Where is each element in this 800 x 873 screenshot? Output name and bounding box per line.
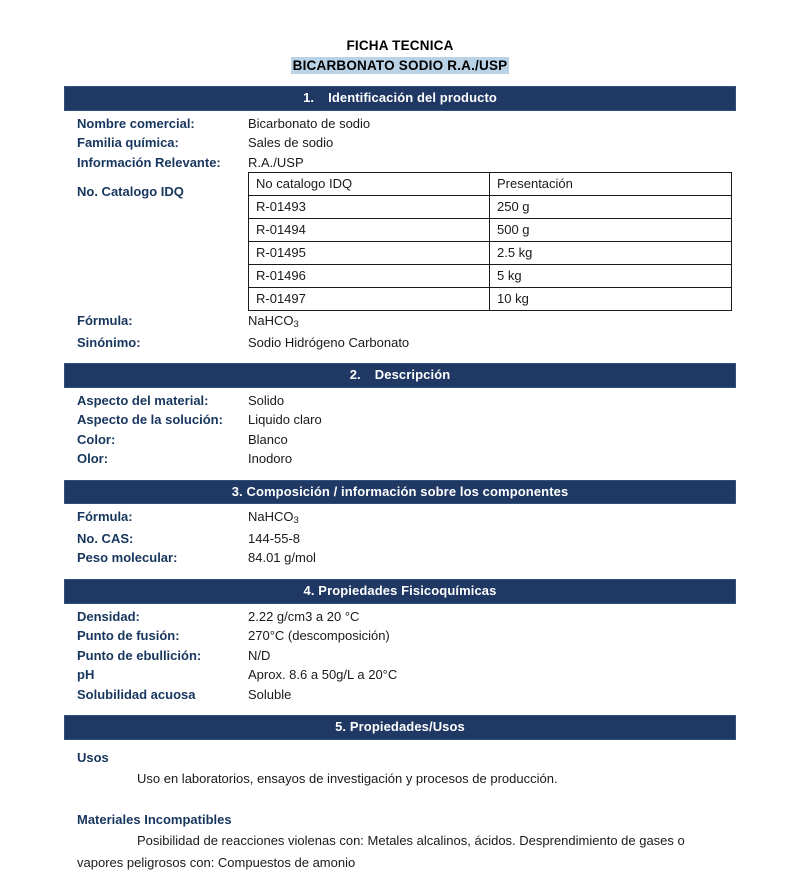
field-row — [64, 626, 736, 646]
field-label: Nombre comercial: — [77, 115, 195, 131]
section-header-4 — [64, 579, 736, 604]
field-row — [64, 548, 736, 568]
cell-presentation: 250 g — [490, 196, 732, 219]
table-row — [249, 288, 732, 311]
column-header-presentation: Presentación — [490, 173, 732, 196]
table-row — [249, 242, 732, 265]
field-value: 144-55-8 — [248, 530, 301, 546]
field-label: Densidad: — [77, 608, 140, 624]
field-label: Olor: — [77, 451, 109, 467]
cell-presentation: 500 g — [490, 219, 732, 242]
document-subtitle — [64, 56, 736, 76]
field-label: Punto de ebullición: — [77, 647, 202, 663]
formula-subscript: 3 — [293, 515, 299, 527]
section-2-fields — [64, 391, 736, 469]
field-row — [64, 391, 736, 411]
section-title-4: Propiedades Fisicoquímicas — [318, 582, 497, 598]
field-row — [64, 507, 736, 529]
field-row — [64, 607, 736, 627]
usos-paragraph: Uso en laboratorios, ensayos de investigación y procesos de producción. — [137, 770, 558, 786]
field-label: Información Relevante: — [77, 154, 221, 170]
section-title-3: Composición / información sobre los componentes — [246, 483, 569, 499]
field-row — [64, 410, 736, 430]
field-row — [64, 133, 736, 153]
paragraph-spacer — [64, 789, 736, 809]
section-header-2 — [64, 363, 736, 388]
cell-code: R-01494 — [249, 219, 490, 242]
field-row — [64, 311, 736, 333]
cell-presentation: 5 kg — [490, 265, 732, 288]
field-label: Punto de fusión: — [77, 628, 180, 643]
document-title: FICHA TECNICA — [346, 38, 454, 53]
formula-subscript: 3 — [293, 319, 299, 331]
table-row — [249, 265, 732, 288]
field-row — [64, 529, 736, 549]
field-label: Aspecto del material: — [77, 392, 209, 408]
field-row — [64, 449, 736, 469]
cell-code: R-01495 — [249, 242, 490, 265]
field-value: Aprox. 8.6 a 50g/L a 20°C — [248, 667, 398, 682]
field-value: 2.22 g/cm3 a 20 °C — [248, 608, 360, 624]
field-value: Soluble — [248, 686, 292, 702]
materiales-incompatibles-paragraph: Posibilidad de reacciones violenas con: Metales alcalinos, ácidos. Desprendimiento de gases o vapores peligrosos con: Compuestos de amonio — [77, 833, 685, 870]
cell-presentation: 2.5 kg — [490, 242, 732, 265]
document-header — [64, 0, 736, 75]
field-label: pH — [77, 667, 95, 682]
catalog-label: No. Catalogo IDQ — [77, 184, 184, 200]
section-number-5: 5. — [335, 719, 347, 734]
section-1-fields — [64, 114, 736, 353]
cell-code: R-01496 — [249, 265, 490, 288]
field-row — [64, 114, 736, 134]
catalog-row — [64, 172, 736, 311]
section-title-2: Descripción — [374, 367, 451, 383]
section-header-5 — [64, 715, 736, 740]
table-row — [249, 196, 732, 219]
field-label: Solubilidad acuosa — [77, 686, 196, 702]
field-value — [248, 311, 299, 333]
field-row — [64, 153, 736, 173]
field-label: Fórmula: — [77, 509, 133, 525]
field-row — [64, 333, 736, 353]
field-value: Bicarbonato de sodio — [248, 115, 371, 131]
field-row — [64, 665, 736, 685]
field-row — [64, 646, 736, 666]
formula-text: NaHCO — [248, 509, 294, 525]
cell-code: R-01497 — [249, 288, 490, 311]
field-label: Fórmula: — [77, 313, 133, 329]
field-value: Blanco — [248, 431, 288, 447]
materiales-incompatibles-heading: Materiales Incompatibles — [77, 812, 232, 828]
section-number-3: 3. — [231, 483, 243, 499]
field-label: Color: — [77, 431, 116, 447]
field-value: Inodoro — [248, 451, 293, 467]
section-3-fields — [64, 507, 736, 568]
usos-heading: Usos — [77, 749, 109, 765]
table-row — [249, 219, 732, 242]
field-label: Sinónimo: — [77, 334, 141, 350]
field-value: 270°C (descomposición) — [248, 628, 390, 643]
cell-presentation: 10 kg — [490, 288, 732, 311]
section-number-4: 4. — [303, 582, 315, 598]
section-number-1: 1. — [303, 90, 315, 106]
section-5-content — [64, 747, 736, 873]
field-value: N/D — [248, 647, 271, 663]
field-label: No. CAS: — [77, 530, 134, 546]
field-value — [248, 507, 299, 529]
formula-text: NaHCO — [248, 313, 294, 329]
column-header-code: No catalogo IDQ — [249, 173, 490, 196]
field-value: Sodio Hidrógeno Carbonato — [248, 334, 410, 350]
section-title-1: Identificación del producto — [328, 90, 497, 106]
field-value: Sales de sodio — [248, 135, 334, 151]
section-number-2: 2. — [349, 367, 361, 383]
field-value: R.A./USP — [248, 154, 304, 170]
table-header-row — [249, 173, 732, 196]
field-row — [64, 685, 736, 705]
field-value: Liquido claro — [248, 412, 322, 428]
cell-code: R-01493 — [249, 196, 490, 219]
document-subtitle-highlight: BICARBONATO SODIO R.A./USP — [292, 57, 508, 73]
field-value: Solido — [248, 392, 285, 408]
field-value: 84.01 g/mol — [248, 550, 316, 566]
section-title-5: Propiedades/Usos — [349, 719, 465, 734]
section-header-1 — [64, 86, 736, 111]
field-label: Aspecto de la solución: — [77, 412, 223, 428]
field-label: Peso molecular: — [77, 550, 178, 566]
section-4-fields — [64, 607, 736, 705]
field-row — [64, 430, 736, 450]
field-label: Familia química: — [77, 135, 179, 151]
section-header-3 — [64, 480, 736, 505]
catalog-table — [248, 172, 732, 311]
